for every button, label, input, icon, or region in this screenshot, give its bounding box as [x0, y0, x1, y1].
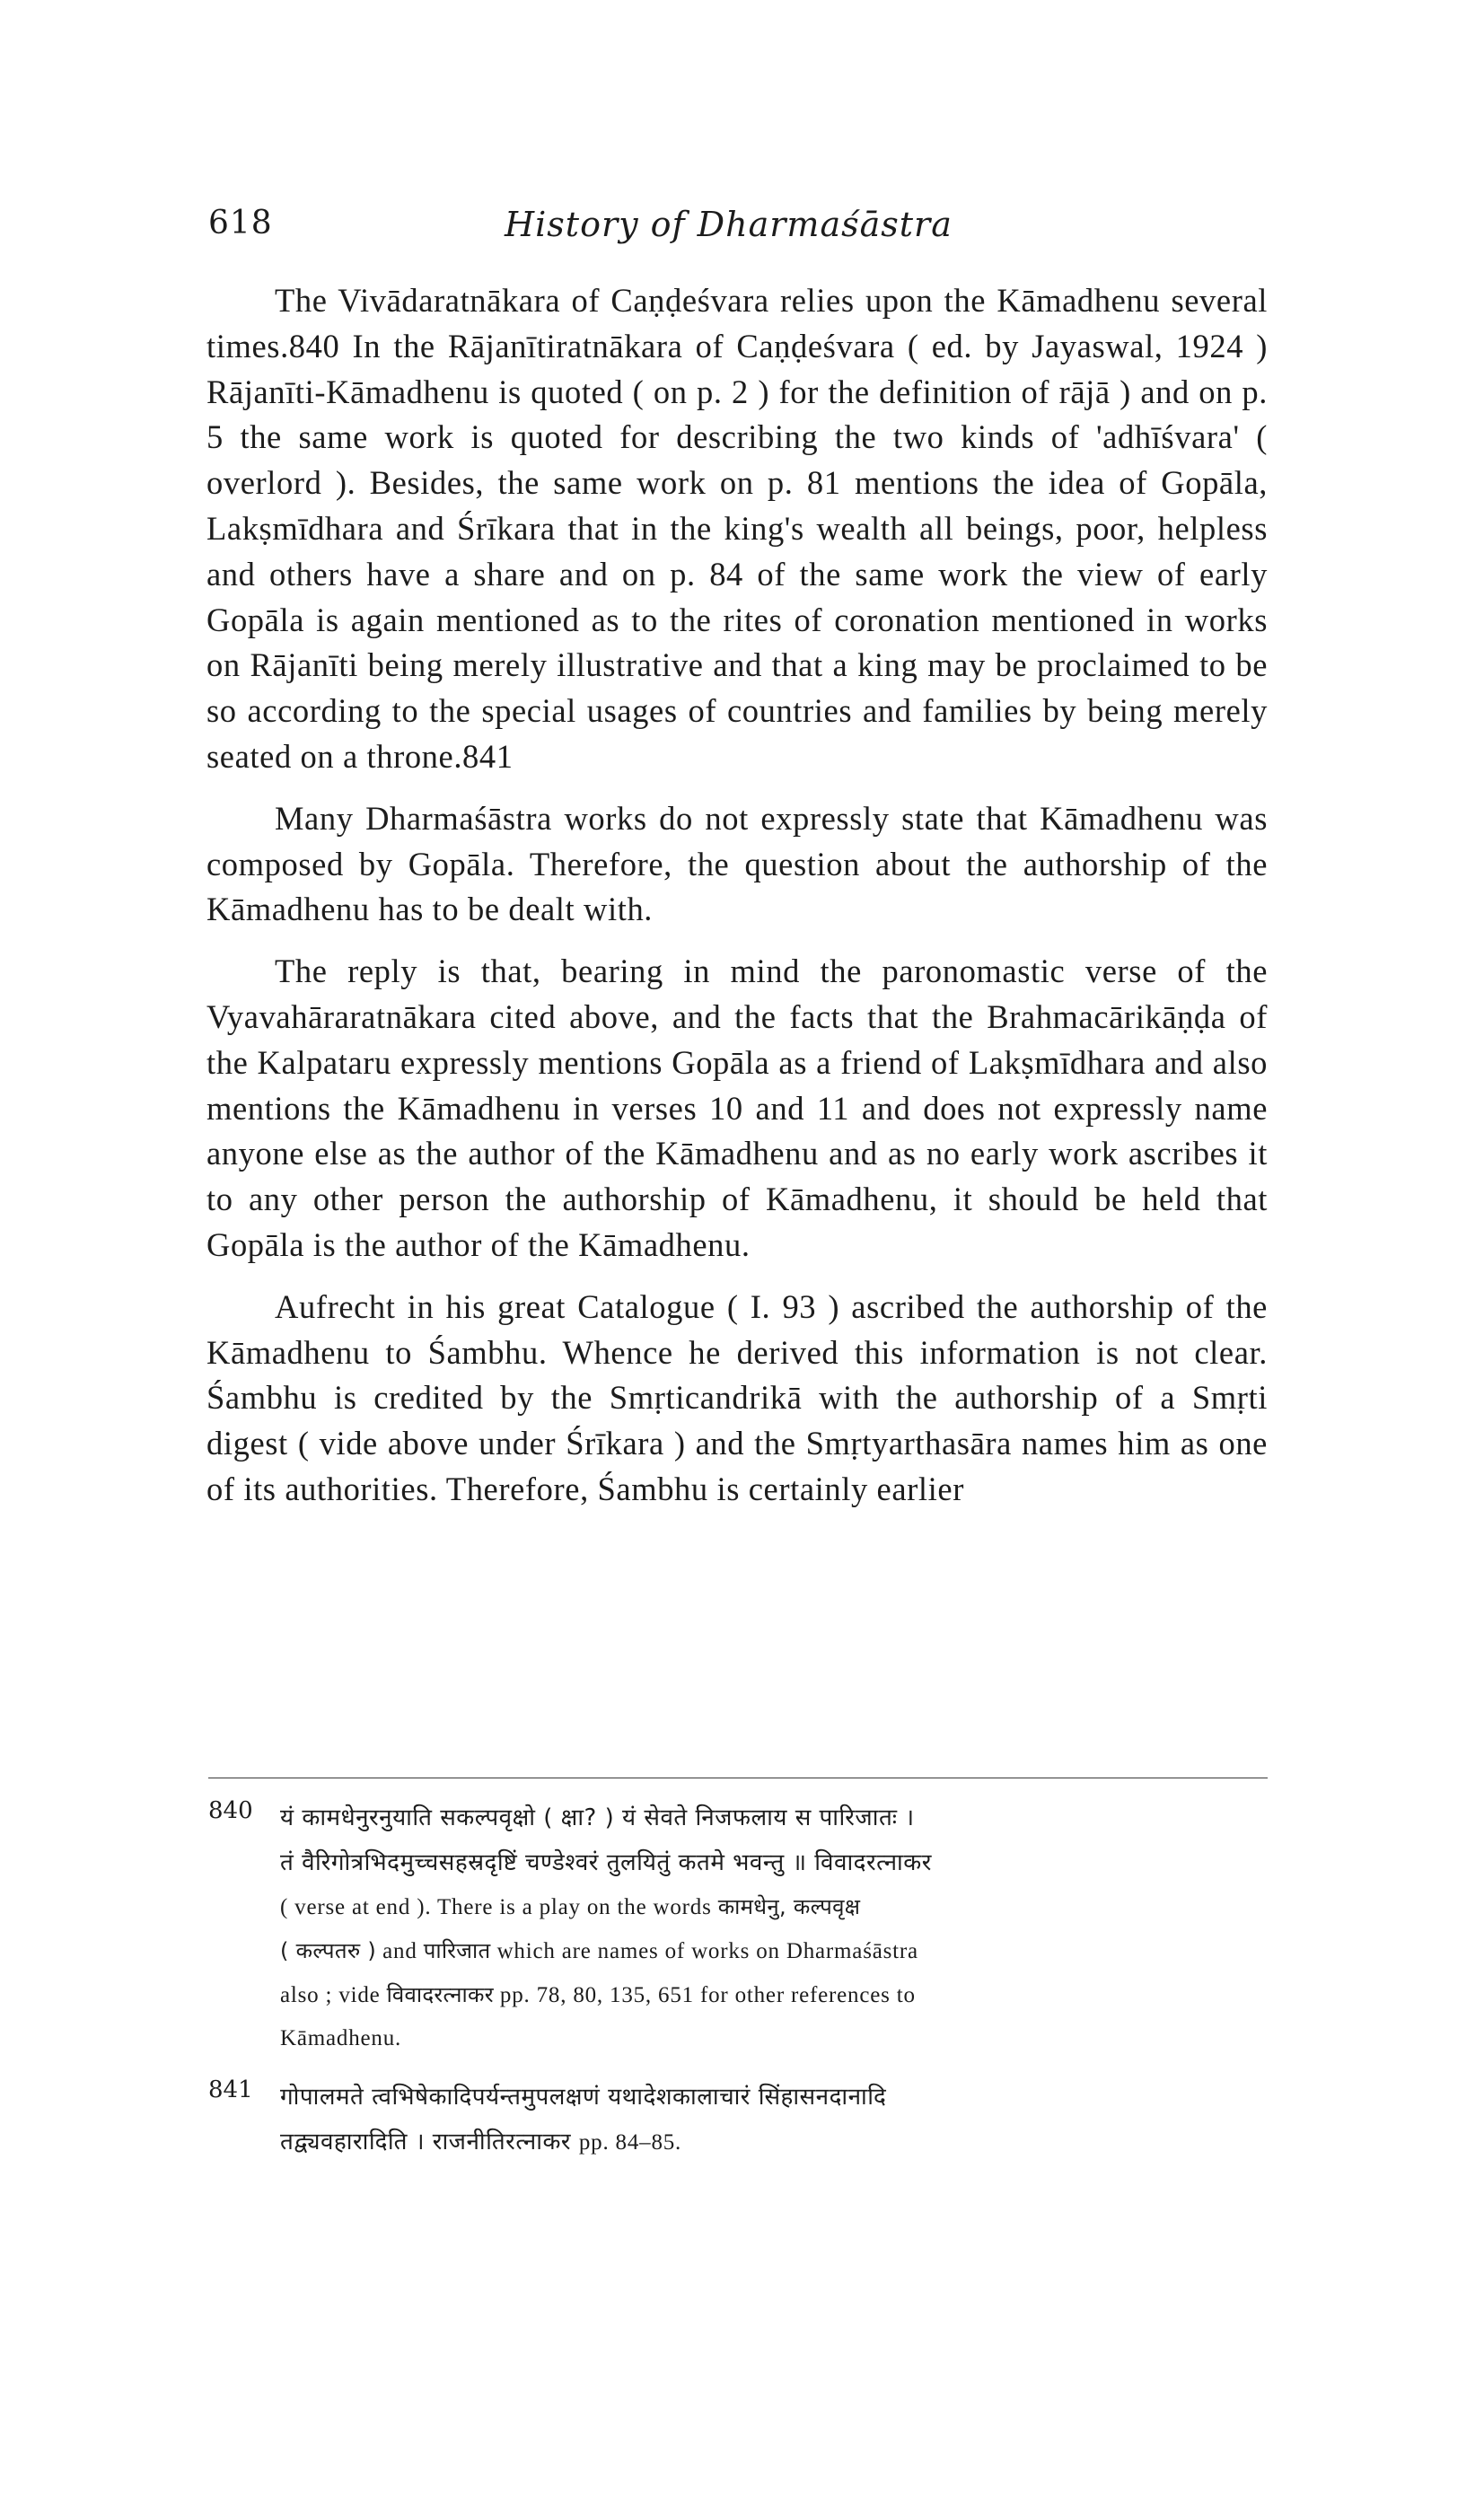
- note-text: Kāmadhenu.: [280, 2026, 402, 2050]
- sanskrit-text: तद्व्यवहारादिति । राजनीतिरत्नाकर: [280, 2129, 572, 2155]
- footnote-note-line: [280, 1885, 1269, 1929]
- sanskrit-term: ( कल्पतरु ): [280, 1938, 377, 1963]
- sanskrit-verse-line: तं वैरिगोत्रभिदमुच्चसहस्रदृष्टिं चण्डेश्वरं तुलयितुं कतमे भवन्तु ॥ विवादरत्नाकर: [280, 1849, 932, 1876]
- sanskrit-term: कामधेनु, कल्पवृक्ष: [717, 1894, 861, 1919]
- note-text: which are names of works on Dharmaśāstra: [496, 1939, 918, 1963]
- footnote-841: [208, 2075, 1269, 2164]
- page-number: 618: [208, 205, 273, 241]
- note-text: ( verse at end ). There is a play on the words: [280, 1895, 712, 1919]
- paragraph-4: Aufrecht in his great Catalogue ( I. 93 ) ascribed the authorship of the Kāmadhenu to Śambhu. Whence he derived this information is not clear. Śambhu is credited by the Smṛticandrikā with the authorship of a Smṛti digest ( vide above under Śrīkara ) and the Smṛtyarthasāra names him as one of its authorities. Therefore, Śambhu is certainly earlier: [206, 1287, 1268, 1507]
- sanskrit-term: पारिजात: [423, 1938, 491, 1963]
- footnote-840: [208, 1795, 1269, 2060]
- sanskrit-term: विवादरत्नाकर: [386, 1982, 494, 2007]
- footnote-note-line: [280, 2017, 1269, 2060]
- note-text: and: [382, 1939, 417, 1963]
- sanskrit-verse-line: यं कामधेनुरनुयाति सकल्पवृक्षो ( क्षा? ) यं सेवते निजफलाय स पारिजातः ।: [280, 1804, 915, 1831]
- footnote-note-line: [280, 1973, 1269, 2017]
- note-text: pp. 78, 80, 135, 651 for other references to: [499, 1983, 916, 2007]
- body-text: [206, 278, 1268, 1529]
- running-title: History of Dharmaśāstra: [505, 205, 953, 244]
- footnotes: [208, 1795, 1269, 2179]
- paragraph-2: Many Dharmaśāstra works do not expressly state that Kāmadhenu was composed by Gopāla. Therefore, the question about the authorship of the Kāmadhenu has to be dealt with.: [206, 799, 1268, 928]
- page-reference: pp. 84–85.: [578, 2130, 682, 2155]
- footnote-number: 840: [208, 1797, 253, 1824]
- footnote-number: 841: [208, 2076, 253, 2103]
- sanskrit-verse-line: गोपालमते त्वभिषेकादिपर्यन्तमुपलक्षणं यथादेशकालाचारं सिंहासनदानादि: [280, 2084, 887, 2111]
- running-head: [208, 205, 1268, 250]
- paragraph-1: The Vivādaratnākara of Caṇḍeśvara relies upon the Kāmadhenu several times.840 In the Rājanītiratnākara of Caṇḍeśvara ( ed. by Jayaswal, 1924 ) Rājanīti-Kāmadhenu is quoted ( on p. 2 ) for the definition of rājā ) and on p. 5 the same work is quoted for describing the two kinds of 'adhīśvara' ( overlord ). Besides, the same work on p. 81 mentions the idea of Gopāla, Lakṣmīdhara and Śrīkara that in the king's wealth all beings, poor, helpless and others have a share and on p. 84 of the same work the view of early Gopāla is again mentioned as to the rites of coronation mentioned in works on Rājanīti being merely illustrative and that a king may be proclaimed to be so according to the special usages of countries and families by being merely seated on a throne.841: [206, 282, 1268, 775]
- sanskrit-verse-line: [280, 2120, 1269, 2164]
- paragraph-3: The reply is that, bearing in mind the paronomastic verse of the Vyavahāraratnākara cited above, and the facts that the Brahmacārikāṇḍa of the Kalpataru expressly mentions Gopāla as a friend of Lakṣmīdhara and also mentions the Kāmadhenu in verses 10 and 11 and does not expressly name anyone else as the author of the Kāmadhenu and as no early work ascribes it to any other person the authorship of Kāmadhenu, it should be held that Gopāla is the author of the Kāmadhenu.: [206, 953, 1268, 1263]
- note-text: also ; vide: [280, 1983, 381, 2007]
- footnote-note-line: [280, 1929, 1269, 1973]
